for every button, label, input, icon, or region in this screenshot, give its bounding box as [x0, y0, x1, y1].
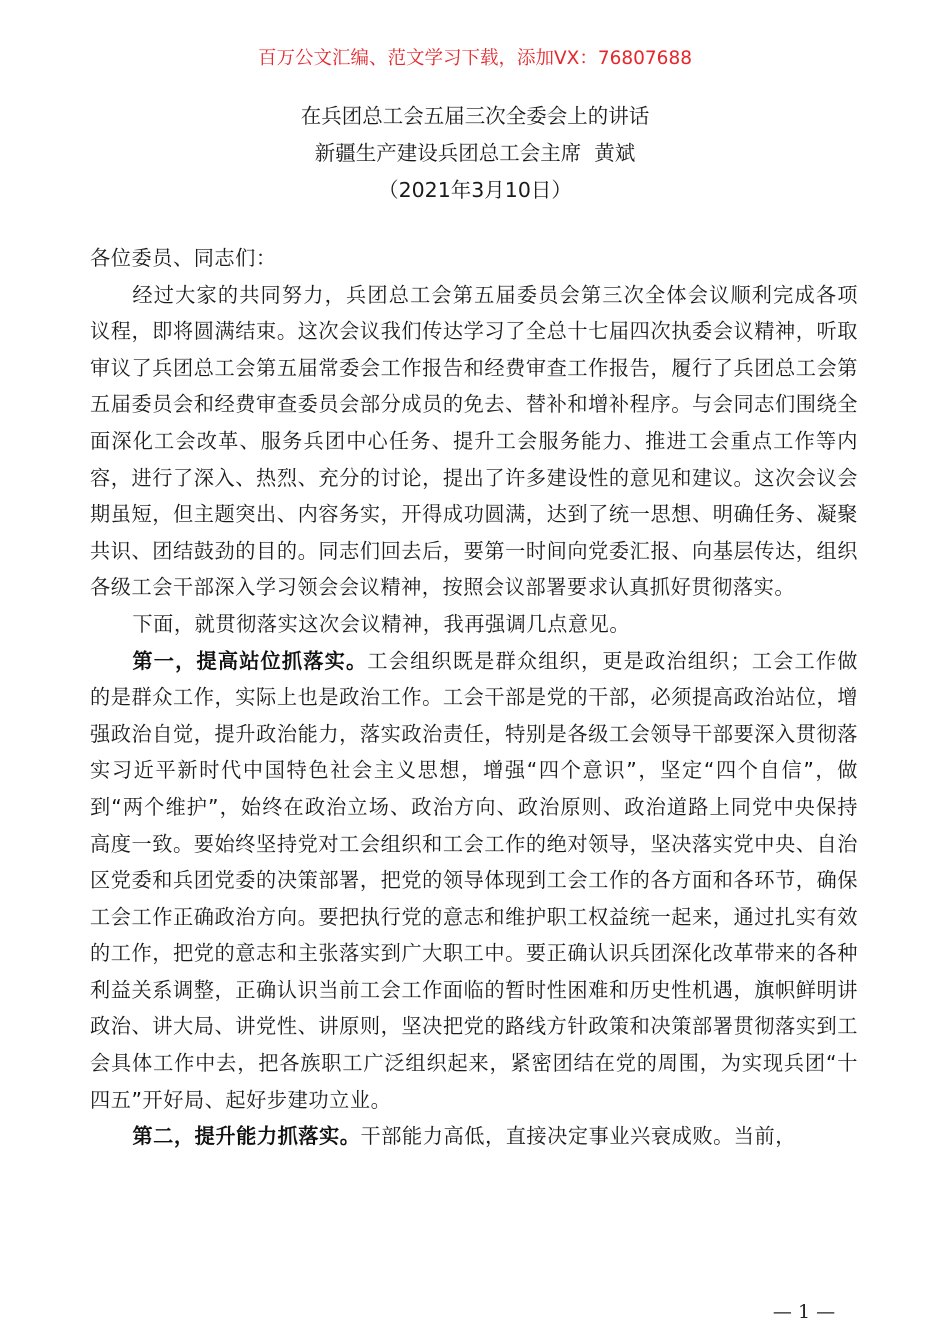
point-heading: 第一，提高站位抓落实。 [132, 648, 368, 673]
document-body [90, 240, 858, 1155]
watermark-banner: 百万公文汇编、范文学习下载，添加VX：76807688 [258, 48, 692, 69]
speech-date: （2021年3月10日） [378, 178, 572, 202]
paragraph-text: 工会组织既是群众组织，更是政治组织；工会工作做的是群众工作，实际上也是政治工作。工会干部是党的干部，必须提高政治站位，增强政治自觉，提升政治能力，落实政治责任，特别是各级工会领导干部要深入贯彻落实习近平新时代中国特色社会主义思想，增强“四个意识”，坚定“四个自信”，做到“两个维护”，始终在政治立场、政治方向、政治原则、政治道路上同党中央保持高度一致。要始终坚持党对工会组织和工会工作的绝对领导，坚决落实党中央、自治区党委和兵团党委的决策部署，把党的领导体现到工会工作的各方面和各环节，确保工会工作正确政治方向。要把执行党的意志和维护职工权益统一起来，通过扎实有效的工作，把党的意志和主张落实到广大职工中。要正确认识兵团深化改革带来的各种利益关系调整，正确认识当前工会工作面临的暂时性困难和历史性机遇，旗帜鲜明讲政治、讲大局、讲党性、讲原则，坚决把党的路线方针政策和决策部署贯彻落实到工会具体工作中去，把各族职工广泛组织起来，紧密团结在党的周围，为实现兵团“十四五”开好局、起好步建功立业。 [90, 648, 858, 1112]
speaker-line: 新疆生产建设兵团总工会主席 黄斌 [314, 141, 636, 165]
document-header [0, 98, 950, 209]
paragraph-text: 下面，就贯彻落实这次会议精神，我再强调几点意见。 [132, 611, 631, 636]
paragraph-transition [90, 606, 858, 643]
point-heading: 第二，提升能力抓落实。 [132, 1124, 361, 1149]
document-title: 在兵团总工会五届三次全委会上的讲话 [300, 104, 650, 128]
paragraph-opening [90, 277, 858, 606]
salutation: 各位委员、同志们： [90, 246, 277, 270]
paragraph-point-two [90, 1118, 858, 1155]
page-number: — 1 — [772, 1301, 836, 1323]
paragraph-text: 经过大家的共同努力，兵团总工会第五届委员会第三次全体会议顺利完成各项议程，即将圆满结束。这次会议我们传达学习了全总十七届四次执委会议精神，听取审议了兵团总工会第五届常委会工作报告和经费审查工作报告，履行了兵团总工会第五届委员会和经费审查委员会部分成员的免去、替补和增补程序。与会同志们围绕全面深化工会改革、服务兵团中心任务、提升工会服务能力、推进工会重点工作等内容，进行了深入、热烈、充分的讨论，提出了许多建设性的意见和建议。这次会议会期虽短，但主题突出、内容务实，开得成功圆满，达到了统一思想、明确任务、凝聚共识、团结鼓劲的目的。同志们回去后，要第一时间向党委汇报、向基层传达，组织各级工会干部深入学习领会会议精神，按照会议部署要求认真抓好贯彻落实。 [90, 282, 858, 600]
paragraph-point-one [90, 643, 858, 1119]
paragraph-text: 干部能力高低，直接决定事业兴衰成败。当前， [360, 1124, 797, 1149]
